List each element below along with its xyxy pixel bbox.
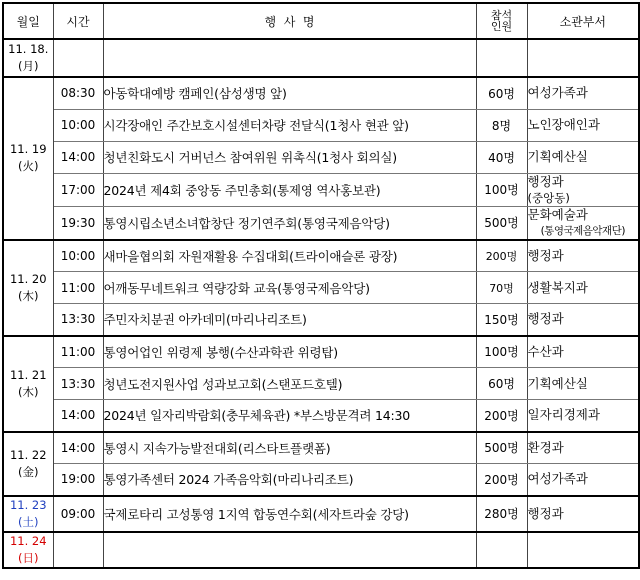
header-time: 시간 [53,3,103,39]
department-name: 여성가족과 [527,471,588,487]
day-date: 11. 22 [9,447,47,462]
event-name: 주민자치분권 아카데미(마리나리조트) [103,304,476,336]
event-attendance [476,532,527,568]
event-row [3,77,639,109]
event-department [527,432,639,464]
department-name: 기획예산실 [527,149,588,164]
event-row [3,336,639,368]
event-time: 11:00 [53,272,103,304]
event-attendance: 100명 [476,336,527,368]
day-cell [3,77,53,240]
event-row [3,304,639,336]
event-department [527,336,639,368]
event-department [527,206,639,240]
header-row [3,3,639,39]
event-name: 통영가족센터 2024 가족음악회(마리나리조트) [103,464,476,496]
header-department: 소관부서 [527,3,639,39]
event-name: 통영시 지속가능발전대회(리스타트플랫폼) [103,432,476,464]
event-time [53,532,103,568]
day-date: 11. 24 [9,533,47,548]
event-name: 2024년 제4회 중앙동 주민총회(통제영 역사홍보관) [103,173,476,206]
event-name: 통영어업인 위령제 봉행(수산과학관 위령탑) [103,336,476,368]
event-attendance: 70명 [476,272,527,304]
event-department [527,141,639,173]
day-weekday: (木) [18,288,39,303]
event-department [527,272,639,304]
empty-day-row [3,532,639,568]
event-attendance: 100명 [476,173,527,206]
event-time: 13:30 [53,368,103,400]
event-name: 통영시립소년소녀합창단 정기연주회(통영국제음악당) [103,206,476,240]
day-cell [3,532,53,568]
day-cell [3,432,53,496]
event-row [3,368,639,400]
day-weekday: (火) [18,159,39,174]
event-row [3,272,639,304]
event-department [527,109,639,141]
event-name: 2024년 일자리박람회(충무체육관) *부스방문격려 14:30 [103,400,476,432]
event-row [3,432,639,464]
schedule-table [2,2,640,569]
event-time: 09:00 [53,496,103,532]
event-name: 어깨동무네트워크 역량강화 교육(통영국제음악당) [103,272,476,304]
event-department [527,39,639,77]
event-time: 13:30 [53,304,103,336]
event-attendance: 60명 [476,77,527,109]
department-sub: (통영국제음악재단) [540,224,625,237]
header-attendance [476,3,527,39]
event-time: 14:00 [53,141,103,173]
day-cell [3,240,53,336]
header-event: 행 사 명 [103,3,476,39]
event-time: 14:00 [53,432,103,464]
event-row [3,240,639,272]
event-attendance: 60명 [476,368,527,400]
event-department [527,400,639,432]
event-attendance: 40명 [476,141,527,173]
event-department [527,532,639,568]
event-row [3,206,639,240]
event-attendance: 8명 [476,109,527,141]
event-attendance: 280명 [476,496,527,532]
event-department [527,240,639,272]
event-attendance [476,39,527,77]
event-row [3,141,639,173]
department-name: 행정과 [527,311,564,327]
event-name [103,39,476,77]
event-attendance: 200명 [476,240,527,272]
header-attendance-line2: 인원 [490,20,513,33]
day-cell [3,336,53,432]
empty-day-row [3,39,639,77]
event-department [527,304,639,336]
department-sub: (중앙동) [527,190,570,205]
department-name: 행정과 [527,173,564,189]
schedule-body [3,39,639,568]
event-department [527,77,639,109]
event-department [527,496,639,532]
event-row [3,173,639,206]
department-name: 일자리경제과 [527,407,600,423]
day-weekday: (日) [18,550,39,565]
department-name: 행정과 [527,505,564,521]
department-name: 노인장애인과 [527,117,600,132]
event-row [3,400,639,432]
department-name: 생활복지과 [527,279,588,295]
day-cell [3,39,53,77]
event-time: 08:30 [53,77,103,109]
event-time: 10:00 [53,240,103,272]
event-row [3,109,639,141]
day-date: 11. 23 [9,497,47,512]
event-row [3,496,639,532]
event-time: 17:00 [53,173,103,206]
event-attendance: 500명 [476,432,527,464]
event-name: 아동학대예방 캠페인(삼성생명 앞) [103,77,476,109]
event-time: 11:00 [53,336,103,368]
department-name: 기획예산실 [527,375,588,391]
event-time: 14:00 [53,400,103,432]
event-attendance: 200명 [476,464,527,496]
event-attendance: 500명 [476,206,527,240]
event-attendance: 150명 [476,304,527,336]
event-name: 국제로타리 고성통영 1지역 합동연수회(세자트라숲 강당) [103,496,476,532]
day-weekday: (月) [18,59,39,73]
day-date: 11. 18. [8,42,49,56]
department-name: 행정과 [527,247,564,263]
event-time [53,39,103,77]
event-name: 시각장애인 주간보호시설센터차량 전달식(1청사 현관 앞) [103,109,476,141]
department-name: 문화예술과 [527,206,588,222]
event-row [3,464,639,496]
day-weekday: (金) [18,464,39,479]
day-weekday: (土) [18,514,39,529]
event-name [103,532,476,568]
event-department [527,368,639,400]
event-time: 19:30 [53,206,103,240]
event-department [527,464,639,496]
event-time: 19:00 [53,464,103,496]
event-department [527,173,639,206]
header-attendance-line1: 참석 [490,9,513,22]
day-date: 11. 19 [9,142,47,157]
event-attendance: 200명 [476,400,527,432]
event-time: 10:00 [53,109,103,141]
department-name: 여성가족과 [527,85,588,101]
department-name: 환경과 [527,439,564,455]
day-date: 11. 20 [9,271,47,286]
event-name: 새마을협의회 자원재활용 수집대회(트라이애슬론 광장) [103,240,476,272]
department-name: 수산과 [527,343,564,359]
day-date: 11. 21 [9,367,47,382]
day-cell [3,496,53,532]
event-name: 청년친화도시 거버넌스 참여위원 위촉식(1청사 회의실) [103,141,476,173]
header-day: 월일 [3,3,53,39]
day-weekday: (木) [18,384,39,399]
event-name: 청년도전지원사업 성과보고회(스탠포드호텔) [103,368,476,400]
